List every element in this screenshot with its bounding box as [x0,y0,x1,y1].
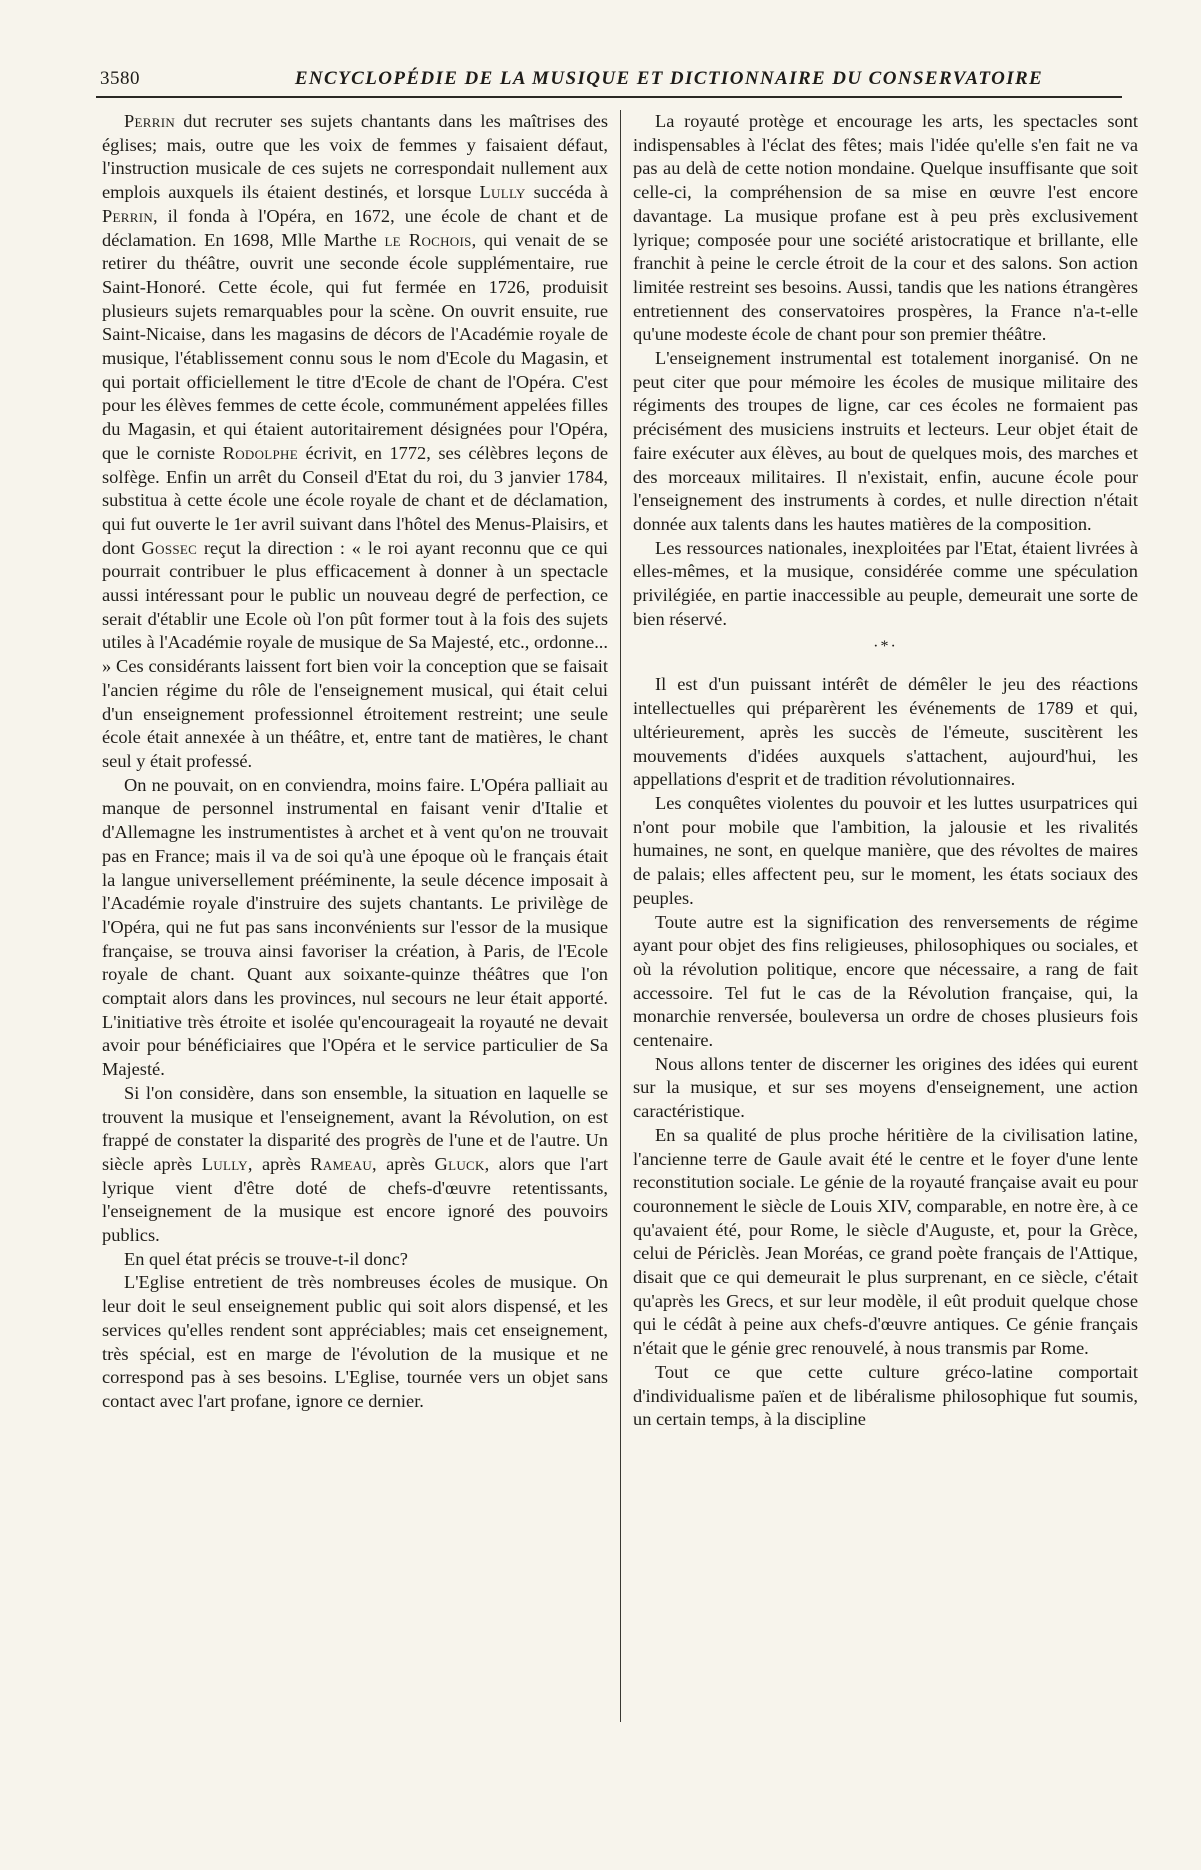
person-name: Gluck [434,1153,485,1174]
paragraph: En quel état précis se trouve-t-il donc? [124,1248,408,1269]
section-ornament: ·*· [873,638,898,656]
text-run: , après [372,1153,435,1174]
person-name: Perrin [124,111,176,131]
person-name: Rameau [310,1153,373,1174]
text-run: , après [247,1153,311,1174]
text-run: dut recruter ses sujets chantants dans les maîtrises des églises; mais, outre que les voix de femmes y faisaient défaut, l'instruction musicale de ces sujets ne correspondait nullement aux emplois auxquels ils étaient destinés, et lorsque [102,111,608,203]
person-name: Rodolphe [222,442,298,463]
paragraph: Tout ce que cette culture gréco-latine comportait d'individualisme païen et de libéralisme philosophique fut soumis, un certain temps, à la discipline [633,1361,1138,1430]
paragraph [102,110,608,774]
text-run: écrivit, en 1772, ses célèbres leçons de solfège. Enfin un arrêt du Conseil d'Etat du roi, du 3 janvier 1784, substitua à cette école une école royale de chant et de déclamation, qui fut ouverte le 1er avril suivant dans l'hôtel des Menus-Plaisirs, et dont [102,442,608,558]
running-title: ENCYCLOPÉDIE DE LA MUSIQUE ET DICTIONNAIRE DU CONSERVATOIRE [294,68,1044,89]
text-run: Si l'on considère, dans son ensemble, la situation en laquelle se trouvent la musique et l'enseignement, avant la Révolution, on est frappé de constater la disparité des progrès de l'une et de l'autre. Un siècle après [102,1082,608,1174]
running-header [96,66,1122,98]
paragraph: Nous allons tenter de discerner les origines des idées qui eurent sur la musique, et sur ses moyens d'enseignement, une action caractéristique. [633,1053,1138,1122]
paragraph: En sa qualité de plus proche héritière de la civilisation latine, l'ancienne terre de Gaule avait été le centre et le foyer d'une lente reconstitution sociale. Le génie de la royauté française avait eu pour couronnement le siècle de Louis XIV, comparable, en notre ère, à ce qu'avaient été, pour Rome, le siècle d'Auguste, et, pour la Grèce, celui de Périclès. Jean Moréas, ce grand poète français de l'Attique, disait que ce qui demeurait le plus surprenant, en ce siècle, c'était qu'après les Grecs, et sur leur modèle, il eût produit quelque chose qui le cédât à peine aux chefs-d'œuvre antiques. Ce génie français n'était que le génie grec renouvelé, à nous transmis par Rome. [633,1124,1138,1359]
paragraph: Il est d'un puissant intérêt de démêler le jeu des réactions intellectuelles qui préparèrent les événements de 1789 et qui, ultérieurement, après les succès de l'émeute, suscitèrent les mouvements d'idées auxquels s'attachent, aujourd'hui, les appellations d'esprit et de tradition révolutionnaires. [633,674,1138,790]
person-name: Lully [479,182,526,203]
paragraph: Toute autre est la signification des renversements de régime ayant pour objet des fins religieuses, philosophiques ou sociales, et où la révolution politique, encore que nécessaire, a rang de fait accessoire. Tel fut le cas de la Révolution française, qui, la monarchie renversée, bouleversa un ordre de choses plusieurs fois centenaire. [633,911,1138,1051]
paragraph: L'Eglise entretient de très nombreuses écoles de musique. On leur doit le seul enseignement public qui soit alors dispensé, et les services qu'elles rendent sont appréciables; mais cet enseignement, très spécial, est en marge de l'évolution de la musique et ne correspond pas à ses besoins. L'Eglise, tournée vers un objet sans contact avec l'art profane, ignore ce dernier. [102,1272,608,1411]
paragraph: L'enseignement instrumental est totalement inorganisé. On ne peut citer que pour mémoire les écoles de musique militaire des régiments des troupes de ligne, car ces écoles ne formaient pas précisément des musiciens instruits et lecteurs. Leur objet était de faire exécuter aux élèves, au bout de quelques mois, des marches et des morceaux militaires. Il n'existait, enfin, aucune école pour l'enseignement des instruments à cordes, et nulle direction n'était donnée aux talents dans les hautes matières de la composition. [633,348,1138,534]
left-column [102,110,608,1414]
text-run: reçut la direction : « le roi ayant reconnu que ce qui pourrait contribuer le plus efficacement à donner à un spectacle aussi intéressant pour le public un nouveau degré de perfection, ce serait d'établir une Ecole où l'on pût former tout à la fois des sujets utiles à l'Académie royale de musique de Sa Majesté, etc., ordonne... » Ces considérants laissent fort bien voir la conception que se faisait l'ancien régime du rôle de l'enseignement musical, qui était celui d'un enseignement professionnel étroitement restreint; une seule école était annexée à un théâtre, et, entre tant de matières, le chant seul y était professé. [102,537,608,771]
right-column [633,110,1138,1432]
person-name: Perrin [102,205,154,226]
paragraph: Les ressources nationales, inexploitées par l'Etat, étaient livrées à elles-mêmes, et la musique, considérée comme une spéculation privilégiée, en partie inaccessible au peuple, demeurait une sorte de bien réservé. [633,537,1138,629]
column-divider [620,110,621,1722]
text-run: succéda à [525,182,609,203]
paragraph [102,1082,608,1248]
page-number: 3580 [100,68,140,89]
paragraph: On ne pouvait, on en conviendra, moins faire. L'Opéra palliait au manque de personnel instrumental en faisant venir d'Italie et d'Allemagne les instrumentistes à archet et à vent qu'on ne trouvait pas en France; mais il va de soi qu'à une époque où le français était la langue universellement prééminente, la seule décence imposait à l'Académie royale d'instruire des sujets chantants. Le privilège de l'Opéra, qui ne fut pas sans inconvénients sur l'essor de la musique française, se trouva ainsi favoriser la création, à Paris, de l'Ecole royale de chant. Quant aux soixante-quinze théâtres que l'on comptait alors dans les provinces, nul secours ne leur était apporté. L'initiative très étroite et isolée qu'encourageait la royauté ne devait avoir pour bénéficiaires que l'Opéra et le service particulier de Sa Majesté. [102,774,608,1080]
paragraph: La royauté protège et encourage les arts, les spectacles sont indispensables à l'éclat des fêtes; mais l'idée qu'elle s'en fait ne va pas au delà de cette notion mondaine. Quelque insuffisante que soit celle-ci, la compréhension de sa mise en œuvre l'est encore davantage. La musique profane est à peu près exclusivement lyrique; composée pour une société aristocratique et brillante, elle franchit à peine le cercle étroit de la cour et des salons. Son action limitée restreint ses besoins. Aussi, tandis que les nations étrangères entretiennent des conservatoires prospères, la France n'a-t-elle qu'une modeste école de chant pour son premier théâtre. [633,111,1138,345]
paragraph: Les conquêtes violentes du pouvoir et les luttes usurpatrices qui n'ont pour mobile que l'ambition, la jalousie et les rivalités humaines, ne sont, en quelque manière, que des révoltes de maires de palais; elles affectent peu, sur le moment, les états sociaux des peuples. [633,792,1138,908]
person-name: Lully [201,1153,248,1174]
text-run: , qui venait de se retirer du théâtre, ouvrit une seconde école supplémentaire, rue Saint-Honoré. Cette école, qui fut fermée en 1726, produisit plusieurs sujets remarquables pour la scène. On ouvrit ensuite, rue Saint-Nicaise, dans les magasins de décors de l'Académie royale de musique, l'établissement connu sous le nom d'Ecole du Magasin, et qui portait officiellement le titre d'Ecole de chant de l'Opéra. C'est pour les élèves femmes de cette école, communément appelées filles du Magasin, et qui étaient autoritairement désignées pour l'Opéra, que le corniste [102,229,609,463]
text-run: , il fonda à l'Opéra, en 1672, une école de chant et de déclamation. En 1698, Mlle Marthe [102,205,608,250]
person-name: le Rochois [384,229,472,250]
person-name: Gossec [141,537,198,558]
text-run: , alors que l'art lyrique vient d'être doté de chefs-d'œuvre retentissants, l'enseignement de la musique est encore ignoré des pouvoirs publics. [102,1153,608,1246]
